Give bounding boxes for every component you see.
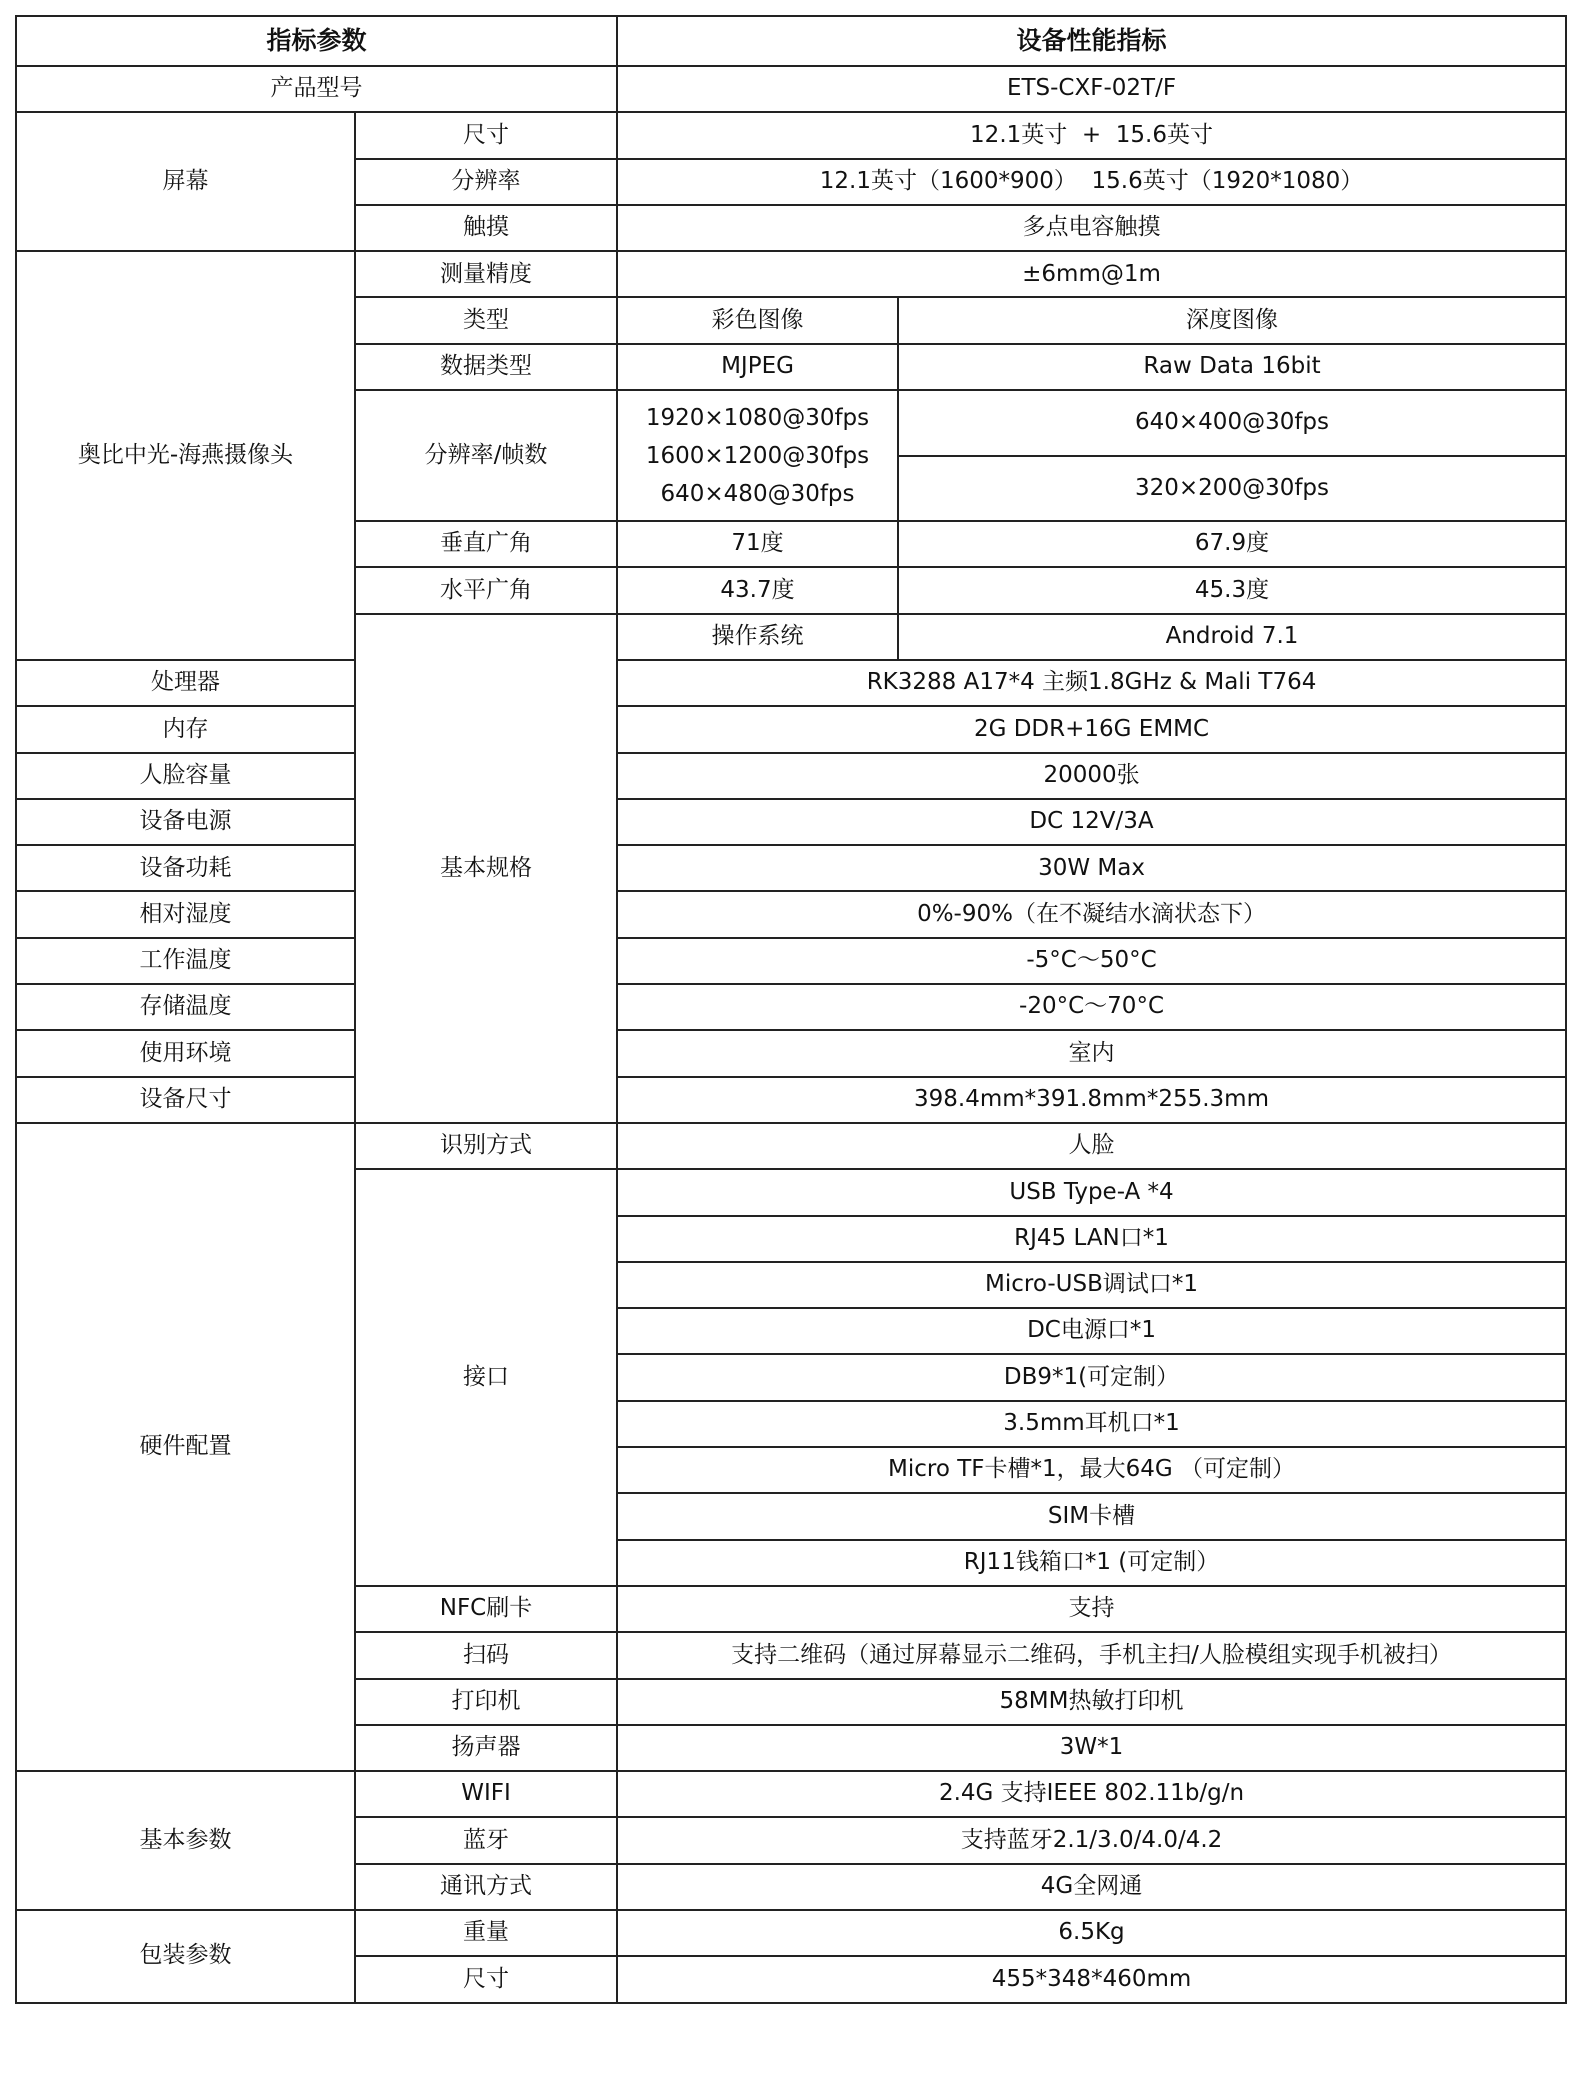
table-row	[16, 1077, 1566, 1123]
row-label: 尺寸	[355, 112, 617, 158]
table-row	[16, 251, 1566, 297]
row-value: 4G全网通	[617, 1864, 1566, 1910]
row-label: 尺寸	[355, 1956, 617, 2002]
row-label: 分辨率/帧数	[355, 390, 617, 521]
table-row	[16, 891, 1566, 937]
row-label: 数据类型	[355, 344, 617, 390]
header-param: 指标参数	[16, 16, 617, 66]
row-label: 扬声器	[355, 1725, 617, 1771]
row-value: 6.5Kg	[617, 1910, 1566, 1956]
table-row	[16, 66, 1566, 112]
row-label: 工作温度	[16, 938, 355, 984]
table-row	[16, 1030, 1566, 1076]
spec-table	[15, 15, 1567, 2004]
row-label: NFC刷卡	[355, 1586, 617, 1632]
row-value: 2G DDR+16G EMMC	[617, 706, 1566, 752]
row-value: 支持	[617, 1586, 1566, 1632]
model-value: ETS-CXF-02T/F	[617, 66, 1566, 112]
row-label: 垂直广角	[355, 521, 617, 567]
row-label: 操作系统	[617, 614, 898, 660]
color-value: 71度	[617, 521, 898, 567]
interface-value: USB Type-A *4	[617, 1169, 1566, 1215]
interface-value: 3.5mm耳机口*1	[617, 1401, 1566, 1447]
row-label: 打印机	[355, 1679, 617, 1725]
row-label: 内存	[16, 706, 355, 752]
row-label: 相对湿度	[16, 891, 355, 937]
row-label: 水平广角	[355, 567, 617, 613]
row-label: 重量	[355, 1910, 617, 1956]
row-label: 设备尺寸	[16, 1077, 355, 1123]
row-value: DC 12V/3A	[617, 799, 1566, 845]
depth-value: Raw Data 16bit	[898, 344, 1566, 390]
color-value: 43.7度	[617, 567, 898, 613]
interfaces-label: 接口	[355, 1169, 617, 1586]
row-label: 通讯方式	[355, 1864, 617, 1910]
row-label: 分辨率	[355, 159, 617, 205]
row-label: WIFI	[355, 1771, 617, 1817]
row-value: 0%-90%（在不凝结水滴状态下）	[617, 891, 1566, 937]
row-label: 触摸	[355, 205, 617, 251]
row-value: -5°C～50°C	[617, 938, 1566, 984]
table-row	[16, 706, 1566, 752]
row-label: 类型	[355, 297, 617, 343]
row-value: 室内	[617, 1030, 1566, 1076]
row-value: 支持蓝牙2.1/3.0/4.0/4.2	[617, 1817, 1566, 1863]
row-value: 30W Max	[617, 845, 1566, 891]
row-value: 58MM热敏打印机	[617, 1679, 1566, 1725]
interface-value: DB9*1(可定制）	[617, 1354, 1566, 1400]
row-value: ±6mm@1m	[617, 251, 1566, 297]
table-row	[16, 112, 1566, 158]
row-label: 蓝牙	[355, 1817, 617, 1863]
table-row	[16, 753, 1566, 799]
depth-resolution: 320×200@30fps	[898, 456, 1566, 522]
depth-resolution: 640×400@30fps	[898, 390, 1566, 456]
table-row	[16, 1123, 1566, 1169]
row-label: 人脸容量	[16, 753, 355, 799]
row-value: 398.4mm*391.8mm*255.3mm	[617, 1077, 1566, 1123]
row-value: 455*348*460mm	[617, 1956, 1566, 2002]
row-label: 设备功耗	[16, 845, 355, 891]
row-value: 3W*1	[617, 1725, 1566, 1771]
row-value: 支持二维码（通过屏幕显示二维码，手机主扫/人脸模组实现手机被扫）	[617, 1632, 1566, 1678]
table-row	[16, 1910, 1566, 1956]
table-row	[16, 660, 1566, 706]
row-label: 使用环境	[16, 1030, 355, 1076]
row-value: RK3288 A17*4 主频1.8GHz & Mali T764	[617, 660, 1566, 706]
group-screen: 屏幕	[16, 112, 355, 251]
color-resolution: 640×480@30fps	[660, 480, 855, 507]
group-camera: 奥比中光-海燕摄像头	[16, 251, 355, 660]
row-value: 20000张	[617, 753, 1566, 799]
header-row	[16, 16, 1566, 66]
interface-value: Micro TF卡槽*1，最大64G （可定制）	[617, 1447, 1566, 1493]
color-resolution: 1600×1200@30fps	[645, 442, 870, 469]
model-label: 产品型号	[16, 66, 617, 112]
table-row	[16, 799, 1566, 845]
table-row	[16, 938, 1566, 984]
interface-value: Micro-USB调试口*1	[617, 1262, 1566, 1308]
color-resolution-list	[617, 390, 898, 521]
interface-value: RJ11钱箱口*1 (可定制）	[617, 1540, 1566, 1586]
color-value: 彩色图像	[617, 297, 898, 343]
table-row	[16, 1771, 1566, 1817]
row-label: 处理器	[16, 660, 355, 706]
row-label: 扫码	[355, 1632, 617, 1678]
row-label: 设备电源	[16, 799, 355, 845]
color-value: MJPEG	[617, 344, 898, 390]
table-row	[16, 984, 1566, 1030]
interface-value: SIM卡槽	[617, 1493, 1566, 1539]
color-resolution: 1920×1080@30fps	[645, 404, 870, 431]
row-label: 识别方式	[355, 1123, 617, 1169]
row-value: Android 7.1	[898, 614, 1566, 660]
interface-value: RJ45 LAN口*1	[617, 1216, 1566, 1262]
group-packaging: 包装参数	[16, 1910, 355, 2003]
row-value: 2.4G 支持IEEE 802.11b/g/n	[617, 1771, 1566, 1817]
row-value: 多点电容触摸	[617, 205, 1566, 251]
group-basic-specs: 基本规格	[355, 614, 617, 1123]
row-value: -20°C～70°C	[617, 984, 1566, 1030]
header-performance: 设备性能指标	[617, 16, 1566, 66]
depth-value: 45.3度	[898, 567, 1566, 613]
row-label: 存储温度	[16, 984, 355, 1030]
depth-value: 67.9度	[898, 521, 1566, 567]
interface-value: DC电源口*1	[617, 1308, 1566, 1354]
table-row	[16, 845, 1566, 891]
group-hardware: 硬件配置	[16, 1123, 355, 1771]
row-value: 12.1英寸 + 15.6英寸	[617, 112, 1566, 158]
row-value: 12.1英寸（1600*900） 15.6英寸（1920*1080）	[617, 159, 1566, 205]
depth-value: 深度图像	[898, 297, 1566, 343]
row-value: 人脸	[617, 1123, 1566, 1169]
row-label: 测量精度	[355, 251, 617, 297]
group-basic-params: 基本参数	[16, 1771, 355, 1910]
